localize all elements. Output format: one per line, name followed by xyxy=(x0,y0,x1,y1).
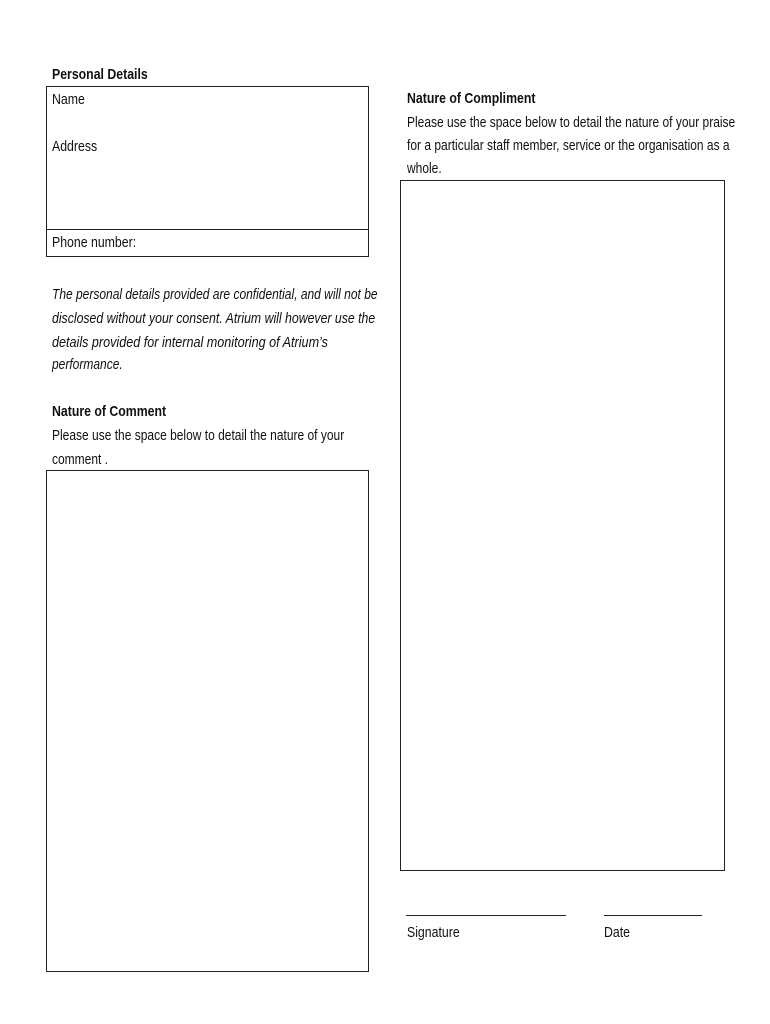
compliment-instructions-line: Please use the space below to detail the nature of your praise xyxy=(407,114,736,131)
compliment-textarea[interactable] xyxy=(400,180,725,871)
nature-of-compliment-heading: Nature of Compliment xyxy=(407,90,536,107)
personal-details-box xyxy=(46,86,369,257)
compliment-instructions-line: whole. xyxy=(407,160,442,177)
comment-instructions-line: comment . xyxy=(52,451,109,468)
confidential-line: disclosed without your consent. Atrium will however use the xyxy=(52,310,376,327)
personal-details-heading: Personal Details xyxy=(52,66,148,83)
name-field[interactable]: Name xyxy=(52,91,85,108)
confidential-line: The personal details provided are confidential, and will not be xyxy=(52,286,378,303)
compliment-instructions-line: for a particular staff member, service or the organisation as a xyxy=(407,137,730,154)
phone-number-field[interactable]: Phone number: xyxy=(52,234,137,251)
confidential-line: details provided for internal monitoring of Atrium’s xyxy=(52,334,328,351)
date-line[interactable] xyxy=(604,915,702,916)
signature-line[interactable] xyxy=(406,915,566,916)
date-label: Date xyxy=(604,924,630,941)
comment-textarea[interactable] xyxy=(46,470,369,972)
confidential-line: performance. xyxy=(52,356,123,373)
phone-divider xyxy=(46,229,369,230)
signature-label: Signature xyxy=(407,924,460,941)
nature-of-comment-heading: Nature of Comment xyxy=(52,403,167,420)
address-field[interactable]: Address xyxy=(52,138,98,155)
comment-instructions-line: Please use the space below to detail the nature of your xyxy=(52,427,345,444)
